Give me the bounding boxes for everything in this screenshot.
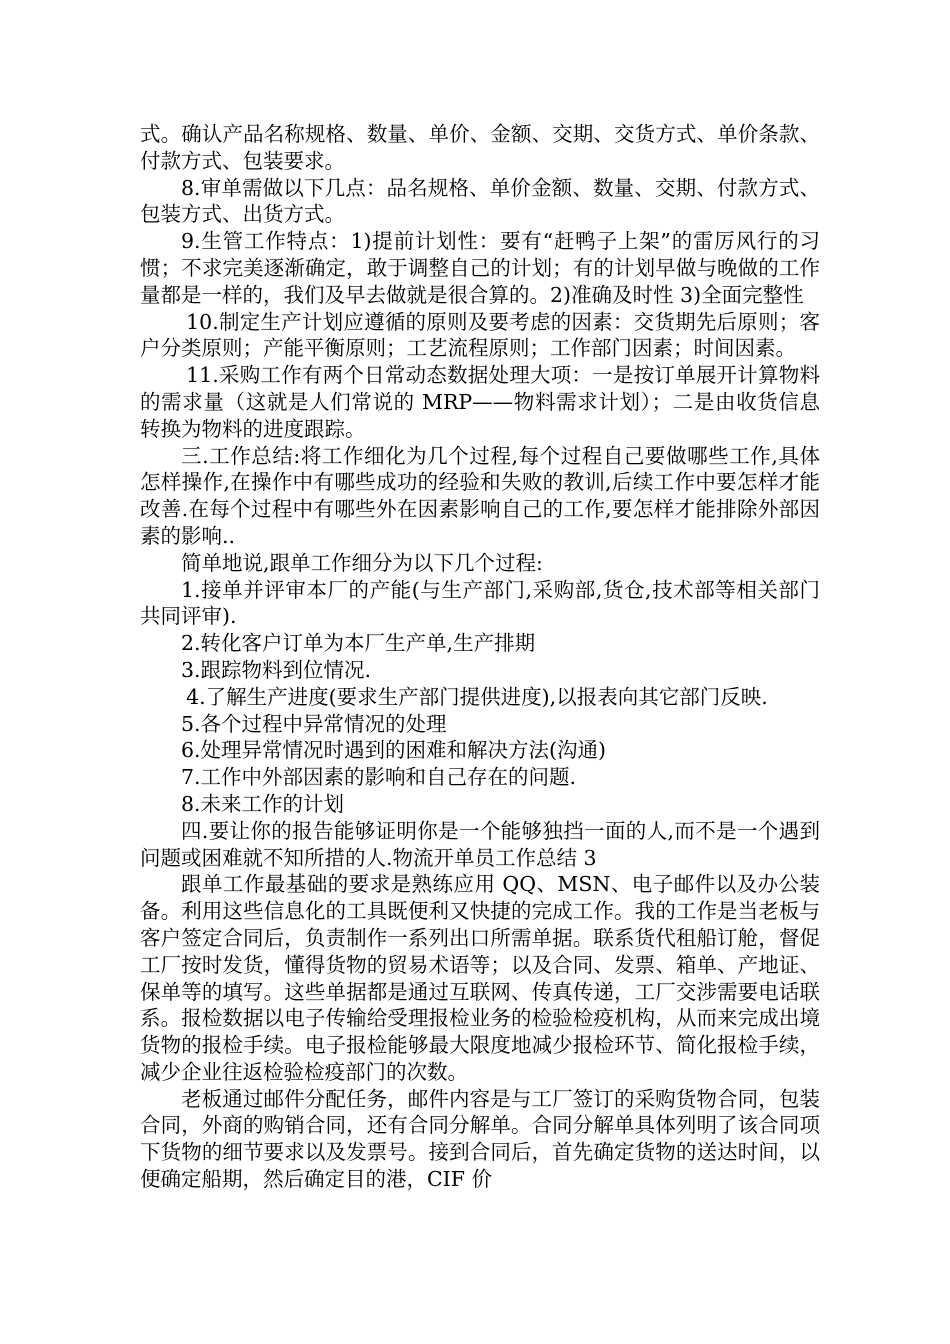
paragraph-17: 跟单工作最基础的要求是熟练应用 QQ、MSN、电子邮件以及办公装备。利用这些信息化的工具既便利又快捷的完成工作。我的工作是当老板与客户签定合同后，负责制作一系列出口所需单据。联系货代租船订舱，督促工厂按时发货，懂得货物的贸易术语等；以及合同、发票、箱单、产地证、保单等的填写。这些单据都是通过互联网、传真传递，工厂交涉需要电话联系。报检数据以电子传输给受理报检业务的检验检疫机构，从而来完成出境货物的报检手续。电子报检能够最大限度地减少报检环节、简化报检手续，减少企业往返检验检疫部门的次数。	[140, 872, 820, 1084]
paragraph-16: 四.要让你的报告能够证明你是一个能够独挡一面的人,而不是一个遇到问题或困难就不知所措的人.物流开单员工作总结 3	[140, 818, 820, 870]
paragraph-15: 8.未来工作的计划	[181, 791, 345, 816]
paragraph-12: 5.各个过程中异常情况的处理	[181, 711, 447, 736]
paragraph-3: 9.生管工作特点：1)提前计划性：要有“赶鸭子上架”的雷厉风行的习惯；不求完美逐渐确定，敢于调整自己的计划；有的计划早做与晚做的工作量都是一样的，我们及早去做就是很合算的。2)准确及时性 3)全面完整性	[140, 229, 820, 307]
paragraph-6: 三.工作总结:将工作细化为几个过程,每个过程自己要做哪些工作,具体怎样操作,在操作中有哪些成功的经验和失败的教训,后续工作中要怎样才能改善.在每个过程中有哪些外在因素影响自己的工作,要怎样才能排除外部因素的影响..	[140, 443, 820, 548]
paragraph-2: 8.审单需做以下几点：品名规格、单价金额、数量、交期、付款方式、包装方式、出货方式。	[140, 175, 820, 227]
paragraph-11: 4.了解生产进度(要求生产部门提供进度),以报表向其它部门反映.	[186, 684, 768, 709]
paragraph-4: 10.制定生产计划应遵循的原则及要考虑的因素：交货期先后原则；客户分类原则；产能平衡原则；工艺流程原则；工作部门因素；时间因素。	[140, 309, 820, 361]
paragraph-5: 11.采购工作有两个日常动态数据处理大项：一是按订单展开计算物料的需求量（这就是人们常说的 MRP——物料需求计划）；二是由收货信息转换为物料的进度跟踪。	[140, 363, 820, 441]
paragraph-1: 式。确认产品名称规格、数量、单价、金额、交期、交货方式、单价条款、付款方式、包装要求。	[140, 122, 820, 173]
paragraph-13: 6.处理异常情况时遇到的困难和解决方法(沟通)	[181, 738, 607, 763]
paragraph-18: 老板通过邮件分配任务，邮件内容是与工厂签订的采购货物合同，包装合同，外商的购销合同，还有合同分解单。合同分解单具体列明了该合同项下货物的细节要求以及发票号。接到合同后，首先确定货物的送达时间，以便确定船期，然后确定目的港，CIF 价	[140, 1086, 820, 1192]
paragraph-9: 2.转化客户订单为本厂生产单,生产排期	[181, 631, 536, 656]
document-body	[140, 121, 820, 1193]
paragraph-10: 3.跟踪物料到位情况.	[181, 657, 372, 682]
paragraph-8: 1.接单并评审本厂的产能(与生产部门,采购部,货仓,技术部等相关部门共同评审).	[140, 577, 820, 629]
paragraph-14: 7.工作中外部因素的影响和自己存在的问题.	[181, 765, 577, 790]
paragraph-7: 简单地说,跟单工作细分为以下几个过程:	[181, 550, 543, 575]
